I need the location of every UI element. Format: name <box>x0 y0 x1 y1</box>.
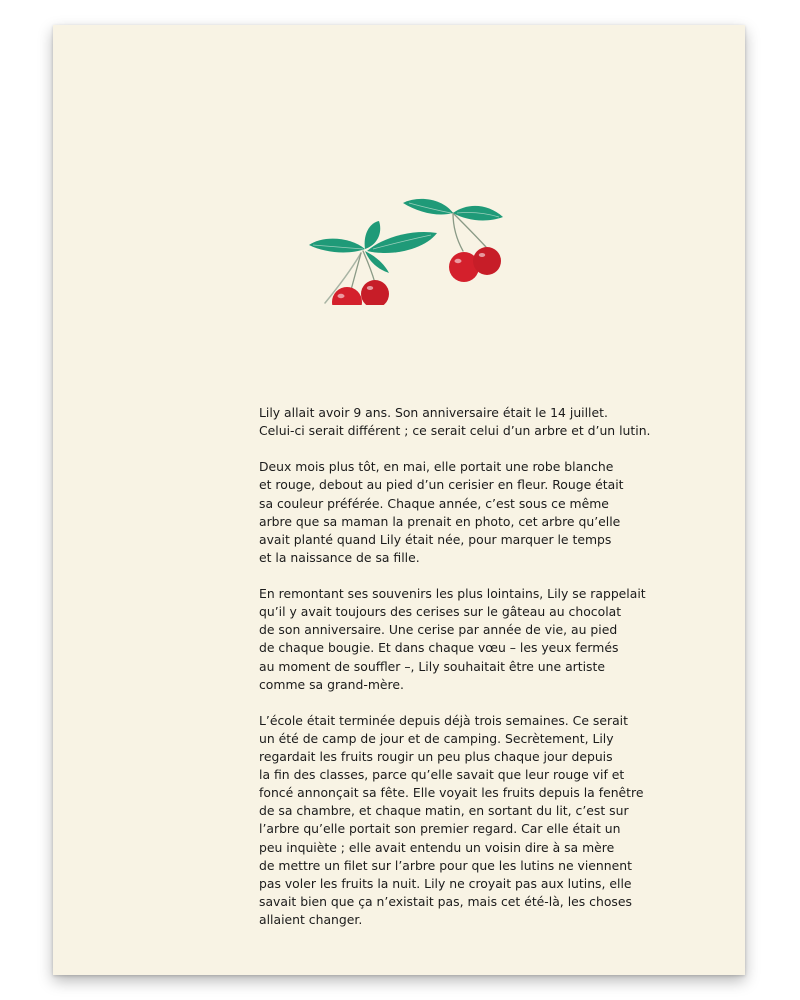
text-line: pas voler les fruits la nuit. Lily ne croyait pas aux lutins, elle <box>259 875 632 891</box>
cherries <box>332 247 501 305</box>
cherry-2 <box>361 280 389 305</box>
book-page <box>53 25 745 975</box>
text-line: l’arbre qu’elle portait son premier regard. Car elle était un <box>259 821 621 837</box>
text-line: peu inquiète ; elle avait entendu un voisin dire à sa mère <box>259 839 615 855</box>
cherries-illustration <box>303 165 513 305</box>
text-line: arbre que sa maman la prenait en photo, cet arbre qu’elle <box>259 513 621 529</box>
cherry-4 <box>473 247 501 275</box>
text-line: sa couleur préférée. Chaque année, c’est sous ce même <box>259 495 609 511</box>
text-line: et rouge, debout au pied d’un cerisier en fleur. Rouge était <box>259 477 624 493</box>
story-paragraph-4 <box>259 712 719 929</box>
text-line: la fin des classes, parce qu’elle savait que leur rouge vif et <box>259 767 625 783</box>
text-line: comme sa grand-mère. <box>259 676 404 692</box>
text-line: foncé annonçait sa fête. Elle voyait les fruits depuis la fenêtre <box>259 785 644 801</box>
text-line: Lily allait avoir 9 ans. Son anniversaire était le 14 juillet. <box>259 405 608 420</box>
story-paragraph-2 <box>259 458 719 567</box>
story-text <box>259 404 719 947</box>
text-line: L’école était terminée depuis déjà trois semaines. Ce serait <box>259 712 628 728</box>
text-line: de sa chambre, et chaque matin, en sortant du lit, c’est sur <box>259 803 629 819</box>
text-line: Deux mois plus tôt, en mai, elle portait une robe blanche <box>259 459 614 475</box>
text-line: avait planté quand Lily était née, pour marquer le temps <box>259 531 612 547</box>
story-paragraph-1 <box>259 404 719 440</box>
text-line: de chaque bougie. Et dans chaque vœu – les yeux fermés <box>259 640 619 656</box>
text-line: qu’il y avait toujours des cerises sur le gâteau au chocolat <box>259 604 622 620</box>
text-line: Celui-ci serait différent ; ce serait celui d’un arbre et d’un lutin. <box>259 423 651 439</box>
text-line: de mettre un filet sur l’arbre pour que les lutins ne viennent <box>259 857 632 873</box>
text-line: un été de camp de jour et de camping. Secrètement, Lily <box>259 730 614 746</box>
story-paragraph-3 <box>259 585 719 694</box>
text-line: regardait les fruits rougir un peu plus chaque jour depuis <box>259 749 613 765</box>
text-line: allaient changer. <box>259 911 363 927</box>
text-line: au moment de souffler –, Lily souhaitait être une artiste <box>259 658 605 674</box>
text-line: En remontant ses souvenirs les plus lointains, Lily se rappelait <box>259 586 646 602</box>
text-line: de son anniversaire. Une cerise par année de vie, au pied <box>259 622 618 638</box>
text-line: et la naissance de sa fille. <box>259 549 420 565</box>
text-line: savait bien que ça n’existait pas, mais cet été-là, les choses <box>259 893 632 909</box>
